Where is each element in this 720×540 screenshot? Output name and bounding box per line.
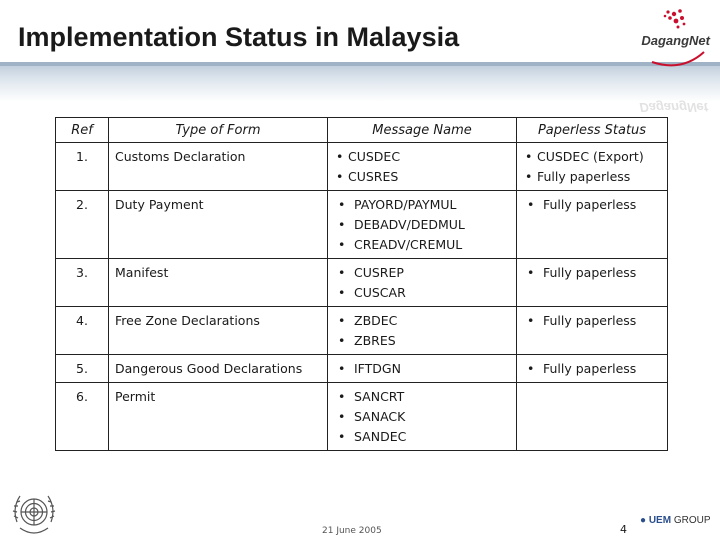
ref-cell: 1. (56, 143, 109, 191)
message-item: • CUSREP (334, 263, 510, 283)
uem-logo-icon: ● (640, 515, 647, 526)
logo-text: DagangNet (641, 33, 710, 48)
ref-cell: 2. (56, 191, 109, 259)
message-item: • CUSDEC (334, 147, 510, 167)
status-item: • Fully paperless (523, 359, 661, 379)
table-row (56, 259, 668, 307)
form-cell: Free Zone Declarations (109, 307, 328, 355)
ref-cell: 3. (56, 259, 109, 307)
ref-cell: 6. (56, 383, 109, 451)
status-cell (517, 143, 668, 191)
status-table (55, 117, 668, 451)
form-cell: Dangerous Good Declarations (109, 355, 328, 383)
status-cell (517, 259, 668, 307)
message-item: • SANDEC (334, 427, 510, 447)
ref-cell: 5. (56, 355, 109, 383)
message-item: • ZBRES (334, 331, 510, 351)
form-cell: Duty Payment (109, 191, 328, 259)
message-cell (328, 383, 517, 451)
message-item: • DEBADV/DEDMUL (334, 215, 510, 235)
page-number: 4 (620, 523, 627, 536)
un-emblem-icon (8, 488, 60, 540)
table-row (56, 383, 668, 451)
table-row (56, 307, 668, 355)
message-item: • SANACK (334, 407, 510, 427)
header-type-of-form: Type of Form (109, 118, 328, 143)
footer-date: 21 June 2005 (322, 526, 382, 536)
table-row (56, 143, 668, 191)
logo-reflection: DagangNet (639, 100, 708, 115)
message-item: • CREADV/CREMUL (334, 235, 510, 255)
message-cell (328, 143, 517, 191)
status-cell (517, 355, 668, 383)
message-cell (328, 259, 517, 307)
message-cell (328, 307, 517, 355)
status-cell (517, 383, 668, 451)
form-cell: Manifest (109, 259, 328, 307)
message-item: • CUSCAR (334, 283, 510, 303)
form-cell: Permit (109, 383, 328, 451)
status-item: • Fully paperless (523, 167, 661, 187)
ref-cell: 4. (56, 307, 109, 355)
message-item: • ZBDEC (334, 311, 510, 331)
uem-label: UEM (648, 515, 672, 526)
header-ref: Ref (56, 118, 109, 143)
message-item: • SANCRT (334, 387, 510, 407)
message-item: • CUSRES (334, 167, 510, 187)
page-title: Implementation Status in Malaysia (18, 22, 460, 52)
message-cell (328, 191, 517, 259)
header-paperless-status: Paperless Status (517, 118, 668, 143)
status-item: • CUSDEC (Export) (523, 147, 661, 167)
uem-group-logo (640, 515, 711, 526)
table-row (56, 355, 668, 383)
message-item: • PAYORD/PAYMUL (334, 195, 510, 215)
group-label: GROUP (673, 515, 711, 526)
status-item: • Fully paperless (523, 311, 661, 331)
status-cell (517, 191, 668, 259)
message-cell (328, 355, 517, 383)
table-header-row (56, 118, 668, 143)
form-cell: Customs Declaration (109, 143, 328, 191)
header-message-name: Message Name (328, 118, 517, 143)
table-row (56, 191, 668, 259)
message-item: • IFTDGN (334, 359, 510, 379)
status-item: • Fully paperless (523, 263, 661, 283)
status-item: • Fully paperless (523, 195, 661, 215)
status-cell (517, 307, 668, 355)
